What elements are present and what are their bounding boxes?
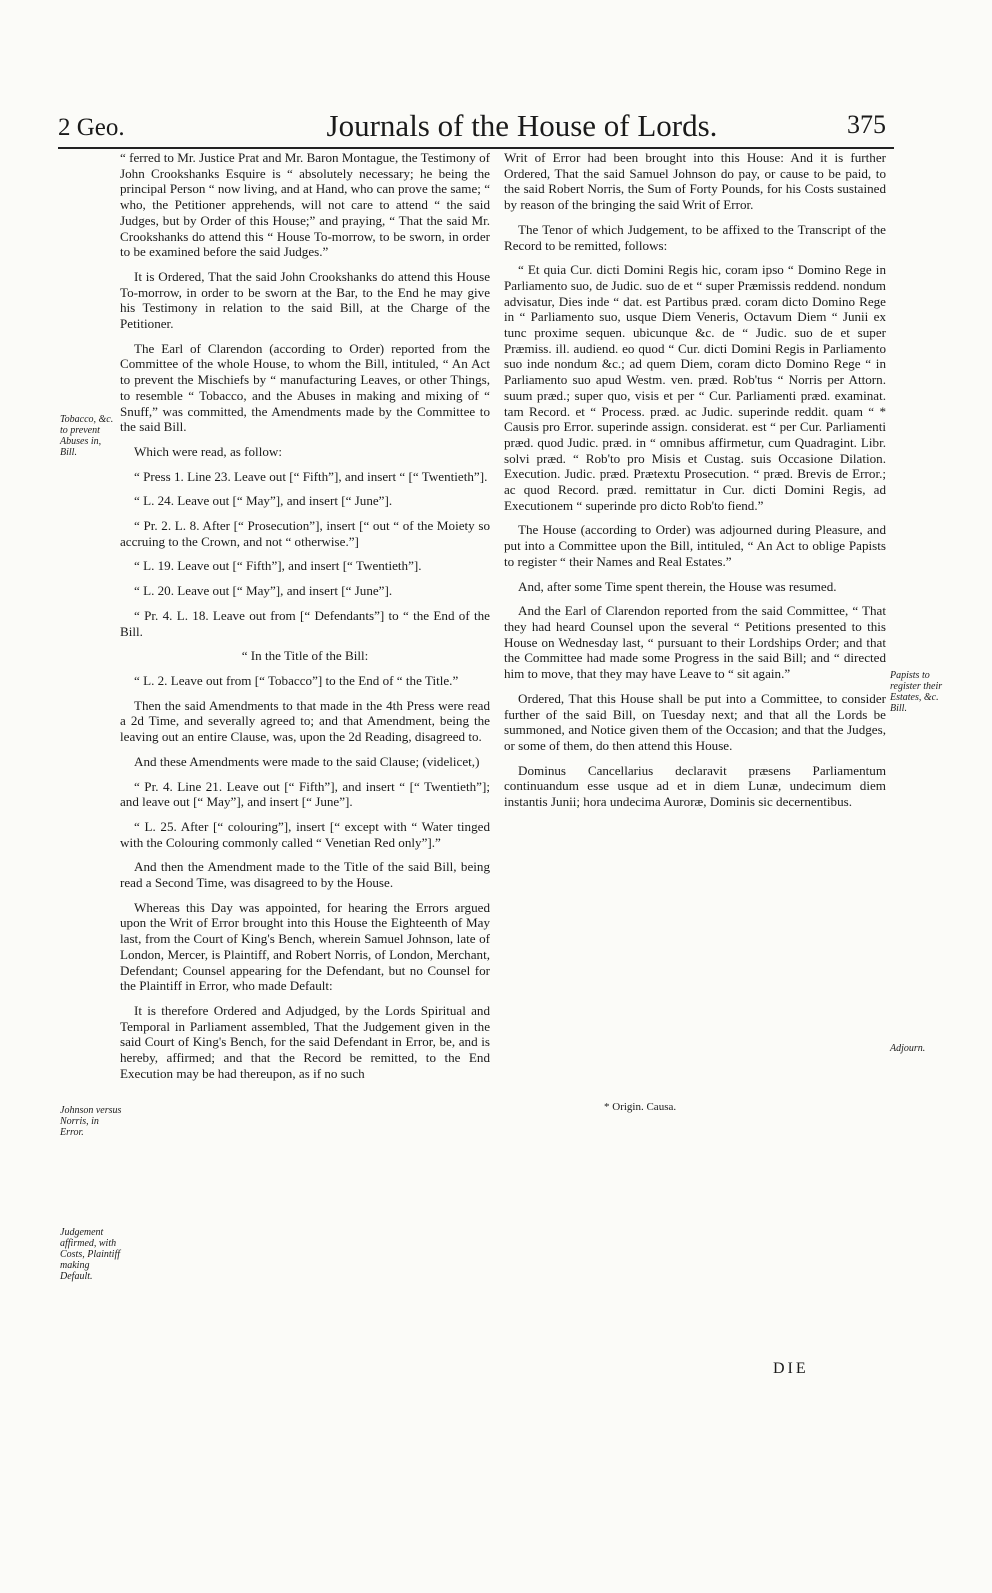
paragraph: The Tenor of which Judgement, to be affixed to the Transcript of the Record to be remitted, follows:: [504, 221, 886, 253]
paragraph: It is Ordered, That the said John Crookshanks do attend this House To-morrow, in order to be sworn at the Bar, to the End he may give his Testimony in relation to the said Bill, at the Charge of the Petitioner.: [120, 268, 490, 332]
margin-note-johnson: Johnson versus Norris, in Error.: [60, 1105, 122, 1138]
paragraph: Which were read, as follow:: [134, 443, 282, 459]
paragraph: “ ferred to Mr. Justice Prat and Mr. Baron Montague, the Testimony of John Crookshanks Esquire is “ absolutely necessary; he being the principal Person “ now living, and at Hand, who can prove the same; “ who, the Petitioner apprehends, will not care to attend “ the said Judges, but by Order of this House;” and praying, “ That the said Mr. Crookshanks do attend this “ House To-morrow, to be sworn, in order to be examined before the said Judges.”: [120, 150, 490, 260]
amendment: “ L. 25. After [“ colouring”], insert [“ except with “ Water tinged with the Colouring commonly called “ Venetian Red only”].”: [120, 818, 490, 850]
paragraph: And the Earl of Clarendon reported from the said Committee, “ That they had heard Counsel upon the several “ Petitions presented to this House on Wednesday last, “ pursuant to their Lordships Order; and that the Committee had made some Progress in the said Bill; and “ directed him to move, that they may have Leave to “ sit again.”: [504, 603, 886, 682]
amendment: “ Pr. 2. L. 8. After [“ Prosecution”], insert [“ out “ of the Moiety so accruing to the Crown, and not “ otherwise.”]: [120, 518, 490, 549]
margin-note-judgement: Judgement affirmed, with Costs, Plaintiff making Default.: [60, 1227, 121, 1282]
paragraph: It is therefore Ordered and Adjudged, by the Lords Spiritual and Temporal in Parliament assembled, That the Judgement given in the said Court of King's Bench, for the said Defendant in Error, be, and is hereby, affirmed; and that the Record be remitted, to the End Execution may be had thereupon, as if no such: [120, 1002, 490, 1081]
margin-note-papists: Papists to register their Estates, &c. Bill.: [890, 670, 943, 714]
paragraph: The House (according to Order) was adjourned during Pleasure, and put into a Committee upon the Bill, intituled, “ An Act to oblige Papists to register “ their Names and Real Estates.”: [504, 522, 886, 569]
amendment: “ Press 1. Line 23. Leave out [“ Fifth”], and insert “ [“ Twentieth”].: [134, 468, 488, 484]
amendment: “ Pr. 4. L. 18. Leave out from [“ Defendants”] to “ the End of the Bill.: [120, 607, 490, 639]
latin-judgement: “ Et quia Cur. dicti Domini Regis hic, coram ipso “ Domino Rege in Parliamento suo, de Judic. suo de et “ super Præmissis reddend. nondum advisatur, Dies inde “ dat. est Partibus præd. coram dicto Domino Rege in “ Parliamento suo, usque Diem Veneris, Octavum Diem “ Junii ex tunc proxime sequen. ubicunque &c. de “ Judic. suo de et super Præmiss. ill. audiend. eo quod “ Cur. dicti Domini Regis in Parliamento suo inde nondum &c.; ad quem Diem, coram dicto Domino Rege “ in Parliamento suo apud Westm. ven. præd. Rob'tus “ Norris per Attorn. suum præd.; super quo, visis et per “ Cur. Parliamenti præd. examinat. tam Record. et “ Process. præd. ac Judic. superinde reddit. quam “ * Causis pro Error. superinde assign. considerat. est “ per Cur. Parliamenti præd. quod Judic. præd. in “ omnibus affirmetur, cum Quadragint. Libr. solvi præd. “ Rob'to pro Misis et Custag. suis Occasione Dilation. Execution. Judic. præd. Prætextu Prosecution. “ præd. Brevis de Error.; ac quod Record. præd. remittatur in Cur. dicti Domini Regis, ad Executionem “ superinde pro dicto Rob'to fiend.”: [504, 262, 886, 513]
paragraph: And then the Amendment made to the Title of the said Bill, being read a Second Time, was disagreed to by the House.: [120, 859, 490, 891]
amendment: “ L. 20. Leave out [“ May”], and insert [“ June”].: [134, 583, 393, 599]
paragraph: And, after some Time spent therein, the House was resumed.: [518, 578, 837, 594]
header-rule: [58, 147, 894, 149]
amendment: “ L. 19. Leave out [“ Fifth”], and insert [“ Twentieth”].: [134, 558, 422, 574]
paragraph: Then the said Amendments to that made in the 4th Press were read a 2d Time, and severally agreed to; and that Amendment, being the leaving out an entire Clause, was, upon the 2d Reading, disagreed to.: [120, 697, 490, 745]
journal-title: Journals of the House of Lords.: [326, 108, 718, 143]
margin-note-tobacco: Tobacco, &c. to prevent Abuses in, Bill.: [60, 414, 114, 458]
paragraph: Writ of Error had been brought into this House: And it is further Ordered, That the said Samuel Johnson do pay, or cause to be paid, to the said Robert Norris, the Sum of Forty Pounds, for his Costs sustained by reason of the bringing the said Writ of Error.: [504, 150, 886, 213]
left-column: [120, 150, 490, 1090]
amendment: “ L. 24. Leave out [“ May”], and insert [“ June”].: [134, 493, 393, 509]
amendment: “ L. 2. Leave out from [“ Tobacco”] to the End of “ the Title.”: [134, 672, 459, 688]
paragraph: Ordered, That this House shall be put into a Committee, to consider further of the said Bill, on Tuesday next; and that all the Lords be summoned, and Notice given them of the Occasion; and that the Judges, or some of them, do then attend this House.: [504, 690, 886, 753]
margin-note-adjourn: Adjourn.: [890, 1043, 926, 1054]
subheading: “ In the Title of the Bill:: [241, 648, 369, 664]
paragraph: And these Amendments were made to the said Clause; (videlicet,): [134, 753, 480, 769]
paragraph: The Earl of Clarendon (according to Order) reported from the Committee of the whole House, to whom the Bill, intituled, “ An Act to prevent the Mischiefs by “ manufacturing Leaves, or other Things, to resemble “ Tobacco, and the Abuses in making and mixing of “ Snuff,” was committed, the Amendments made by the Committee to the said Bill.: [120, 340, 490, 435]
footnote: * Origin. Causa.: [604, 1101, 677, 1113]
page-number: 375: [847, 110, 886, 139]
paragraph: Dominus Cancellarius declaravit præsens Parliamentum continuandum esse usque ad et in diem Lunæ, undecimum diem instantis Junii; hora undecima Auroræ, Dominis sic decernentibus.: [504, 762, 886, 810]
paragraph: Whereas this Day was appointed, for hearing the Errors argued upon the Writ of Error brought into this House the Eighteenth of May last, from the Court of King's Bench, wherein Samuel Johnson, late of London, Mercer, is Plaintiff, and Robert Norris, of London, Merchant, Defendant; Counsel appearing for the Defendant, but no Counsel for the Plaintiff in Error, who made Default:: [120, 899, 490, 994]
right-column: [504, 150, 886, 819]
catchword: DIE: [773, 1360, 809, 1377]
reign-label: 2 Geo.: [58, 114, 125, 141]
amendment: “ Pr. 4. Line 21. Leave out [“ Fifth”], and insert “ [“ Twentieth”]; and leave out [“ May”], and insert [“ June”].: [120, 778, 490, 810]
